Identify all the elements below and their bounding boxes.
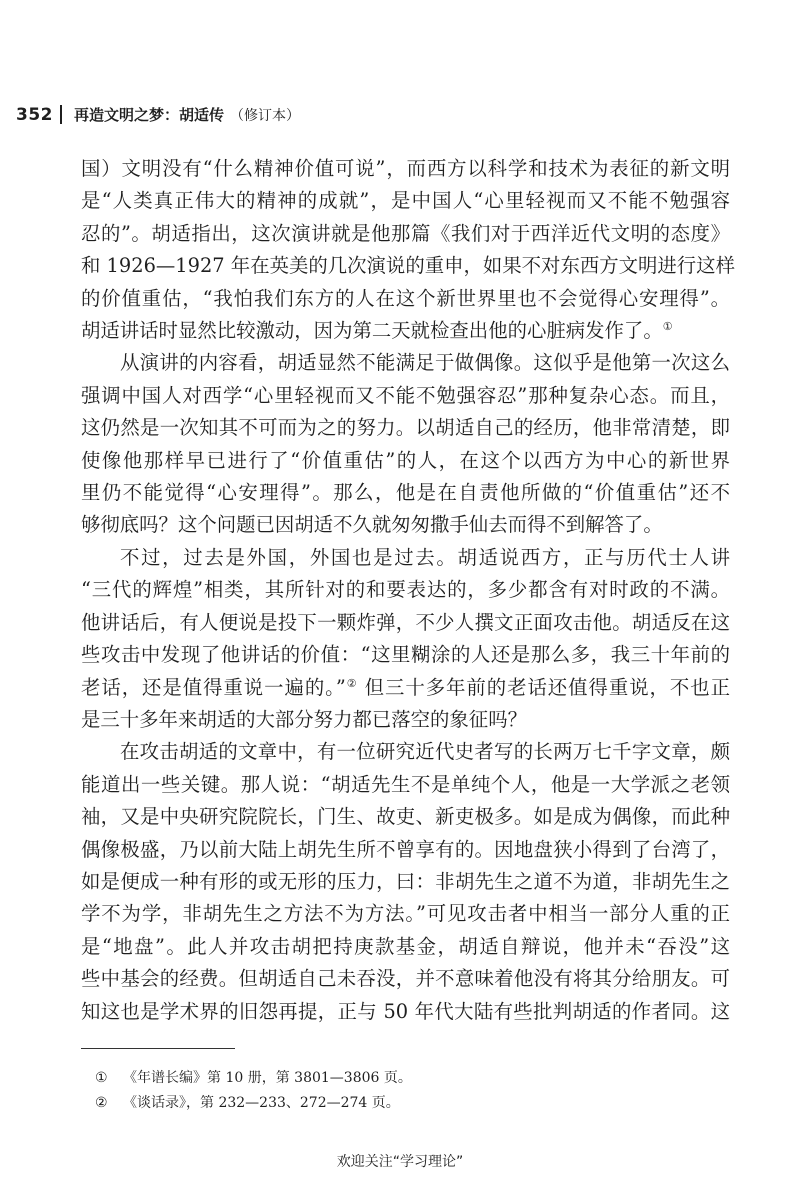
page-number: 352 bbox=[16, 104, 53, 125]
text-line: 是三十多年来胡适的大部分努力都已落空的象征吗？ bbox=[81, 707, 527, 731]
text-line: 强调中国人对西学“心里轻视而又不能不勉强容忍”那种复杂心态。而且， bbox=[81, 383, 730, 407]
book-title: 再造文明之梦：胡适传 bbox=[74, 106, 225, 124]
text-line: 够彻底吗？这个问题已因胡适不久就匆匆撒手仙去而得不到解答了。 bbox=[81, 513, 663, 537]
text-line: 在攻击胡适的文章中，有一位研究近代史者写的长两万七千字文章，颇 bbox=[120, 740, 730, 764]
text-line: 些攻击中发现了他讲话的价值：“这里糊涂的人还是那么多，我三十年前的 bbox=[81, 643, 730, 667]
paragraph bbox=[81, 542, 730, 736]
text-line: 偶像极盛，乃以前大陆上胡先生所不曾享有的。因地盘狭小得到了台湾了， bbox=[81, 837, 730, 861]
footnote-mark: ① bbox=[95, 1070, 108, 1086]
text-line: 能道出一些关键。那人说：“胡适先生不是单纯个人，他是一大学派之老领 bbox=[81, 772, 730, 796]
text-line: 里仍不能觉得“心安理得”。那么，他是在自责他所做的“价值重估”还不 bbox=[81, 481, 730, 505]
footnote-text: 《年谱长编》第 10 册，第 3801—3806 页。 bbox=[123, 1070, 412, 1086]
footnote-mark: ② bbox=[95, 1095, 108, 1111]
footnote-1 bbox=[95, 1066, 412, 1091]
book-edition: （修订本） bbox=[230, 107, 301, 124]
text-line: 的价值重估，“我怕我们东方的人在这个新世界里也不会觉得心安理得”。 bbox=[81, 286, 730, 310]
text-line: 知这也是学术界的旧怨再提，正与 50 年代大陆有些批判胡适的作者同。这 bbox=[81, 999, 730, 1023]
text-line: 从演讲的内容看，胡适显然不能满足于做偶像。这似乎是他第一次这么 bbox=[120, 351, 730, 375]
text-line: 是“地盘”。此人并攻击胡把持庚款基金，胡适自辩说，他并未“吞没”这 bbox=[81, 934, 730, 958]
page-footer: 欢迎关注“学习理论” bbox=[336, 1154, 464, 1170]
text-line: 这仍然是一次知其不可而为之的努力。以胡适自己的经历，他非常清楚，即 bbox=[81, 416, 730, 440]
footnotes bbox=[95, 1066, 412, 1116]
running-header bbox=[16, 104, 300, 125]
footnote-2 bbox=[95, 1091, 412, 1116]
footnote-text: 《谈话录》，第 232—233、272—274 页。 bbox=[123, 1095, 400, 1111]
text-line: 忍的”。胡适指出，这次演讲就是他那篇《我们对于西洋近代文明的态度》 bbox=[81, 221, 730, 245]
header-divider bbox=[60, 105, 62, 124]
paragraph bbox=[81, 347, 730, 541]
text-line-content: 胡适讲话时显然比较激动，因为第二天就检查出他的心脏病发作了。 bbox=[81, 319, 663, 343]
text-line: 他讲话后，有人便说是投下一颗炸弹，不少人撰文正面攻击他。胡适反在这 bbox=[81, 610, 730, 634]
text-line: 和 1926—1927 年在英美的几次演说的重申，如果不对东西方文明进行这样 bbox=[81, 254, 735, 278]
text-line: 是“人类真正伟大的精神的成就”，是中国人“心里轻视而又不能不勉强容 bbox=[81, 189, 730, 213]
body-text bbox=[81, 153, 735, 1028]
text-line bbox=[81, 315, 730, 347]
text-line: 些中基会的经费。但胡适自己未吞没，并不意味着他没有将其分给朋友。可 bbox=[81, 967, 730, 991]
text-line-content: 但三十多年前的老话还值得重说，不也正 bbox=[357, 675, 730, 699]
text-line bbox=[81, 672, 730, 704]
text-line: 国）文明没有“什么精神价值可说”，而西方以科学和技术为表征的新文明 bbox=[81, 157, 730, 180]
text-line-content: 老话，还是值得重说一遍的。” bbox=[81, 675, 346, 699]
footnote-divider bbox=[81, 1048, 235, 1049]
paragraph bbox=[81, 736, 730, 1028]
paragraph bbox=[81, 153, 735, 347]
text-line: 如是便成一种有形的或无形的压力，曰：非胡先生之道不为道，非胡先生之 bbox=[81, 869, 730, 893]
text-line: 袖，又是中央研究院院长，门生、故吏、新吏极多。如是成为偶像，而此种 bbox=[81, 805, 730, 829]
text-line: “三代的辉煌”相类，其所针对的和要表达的，多少都含有对时政的不满。 bbox=[81, 578, 730, 602]
text-line: 不过，过去是外国，外国也是过去。胡适说西方，正与历代士人讲 bbox=[120, 545, 730, 569]
text-line: 使像他那样早已进行了“价值重估”的人，在这个以西方为中心的新世界 bbox=[81, 448, 730, 472]
text-line: 学不为学，非胡先生之方法不为方法。”可见攻击者中相当一部分人重的正 bbox=[81, 902, 730, 926]
footnote-ref-2[interactable]: ② bbox=[345, 676, 358, 690]
footnote-ref-1[interactable]: ① bbox=[662, 320, 673, 334]
